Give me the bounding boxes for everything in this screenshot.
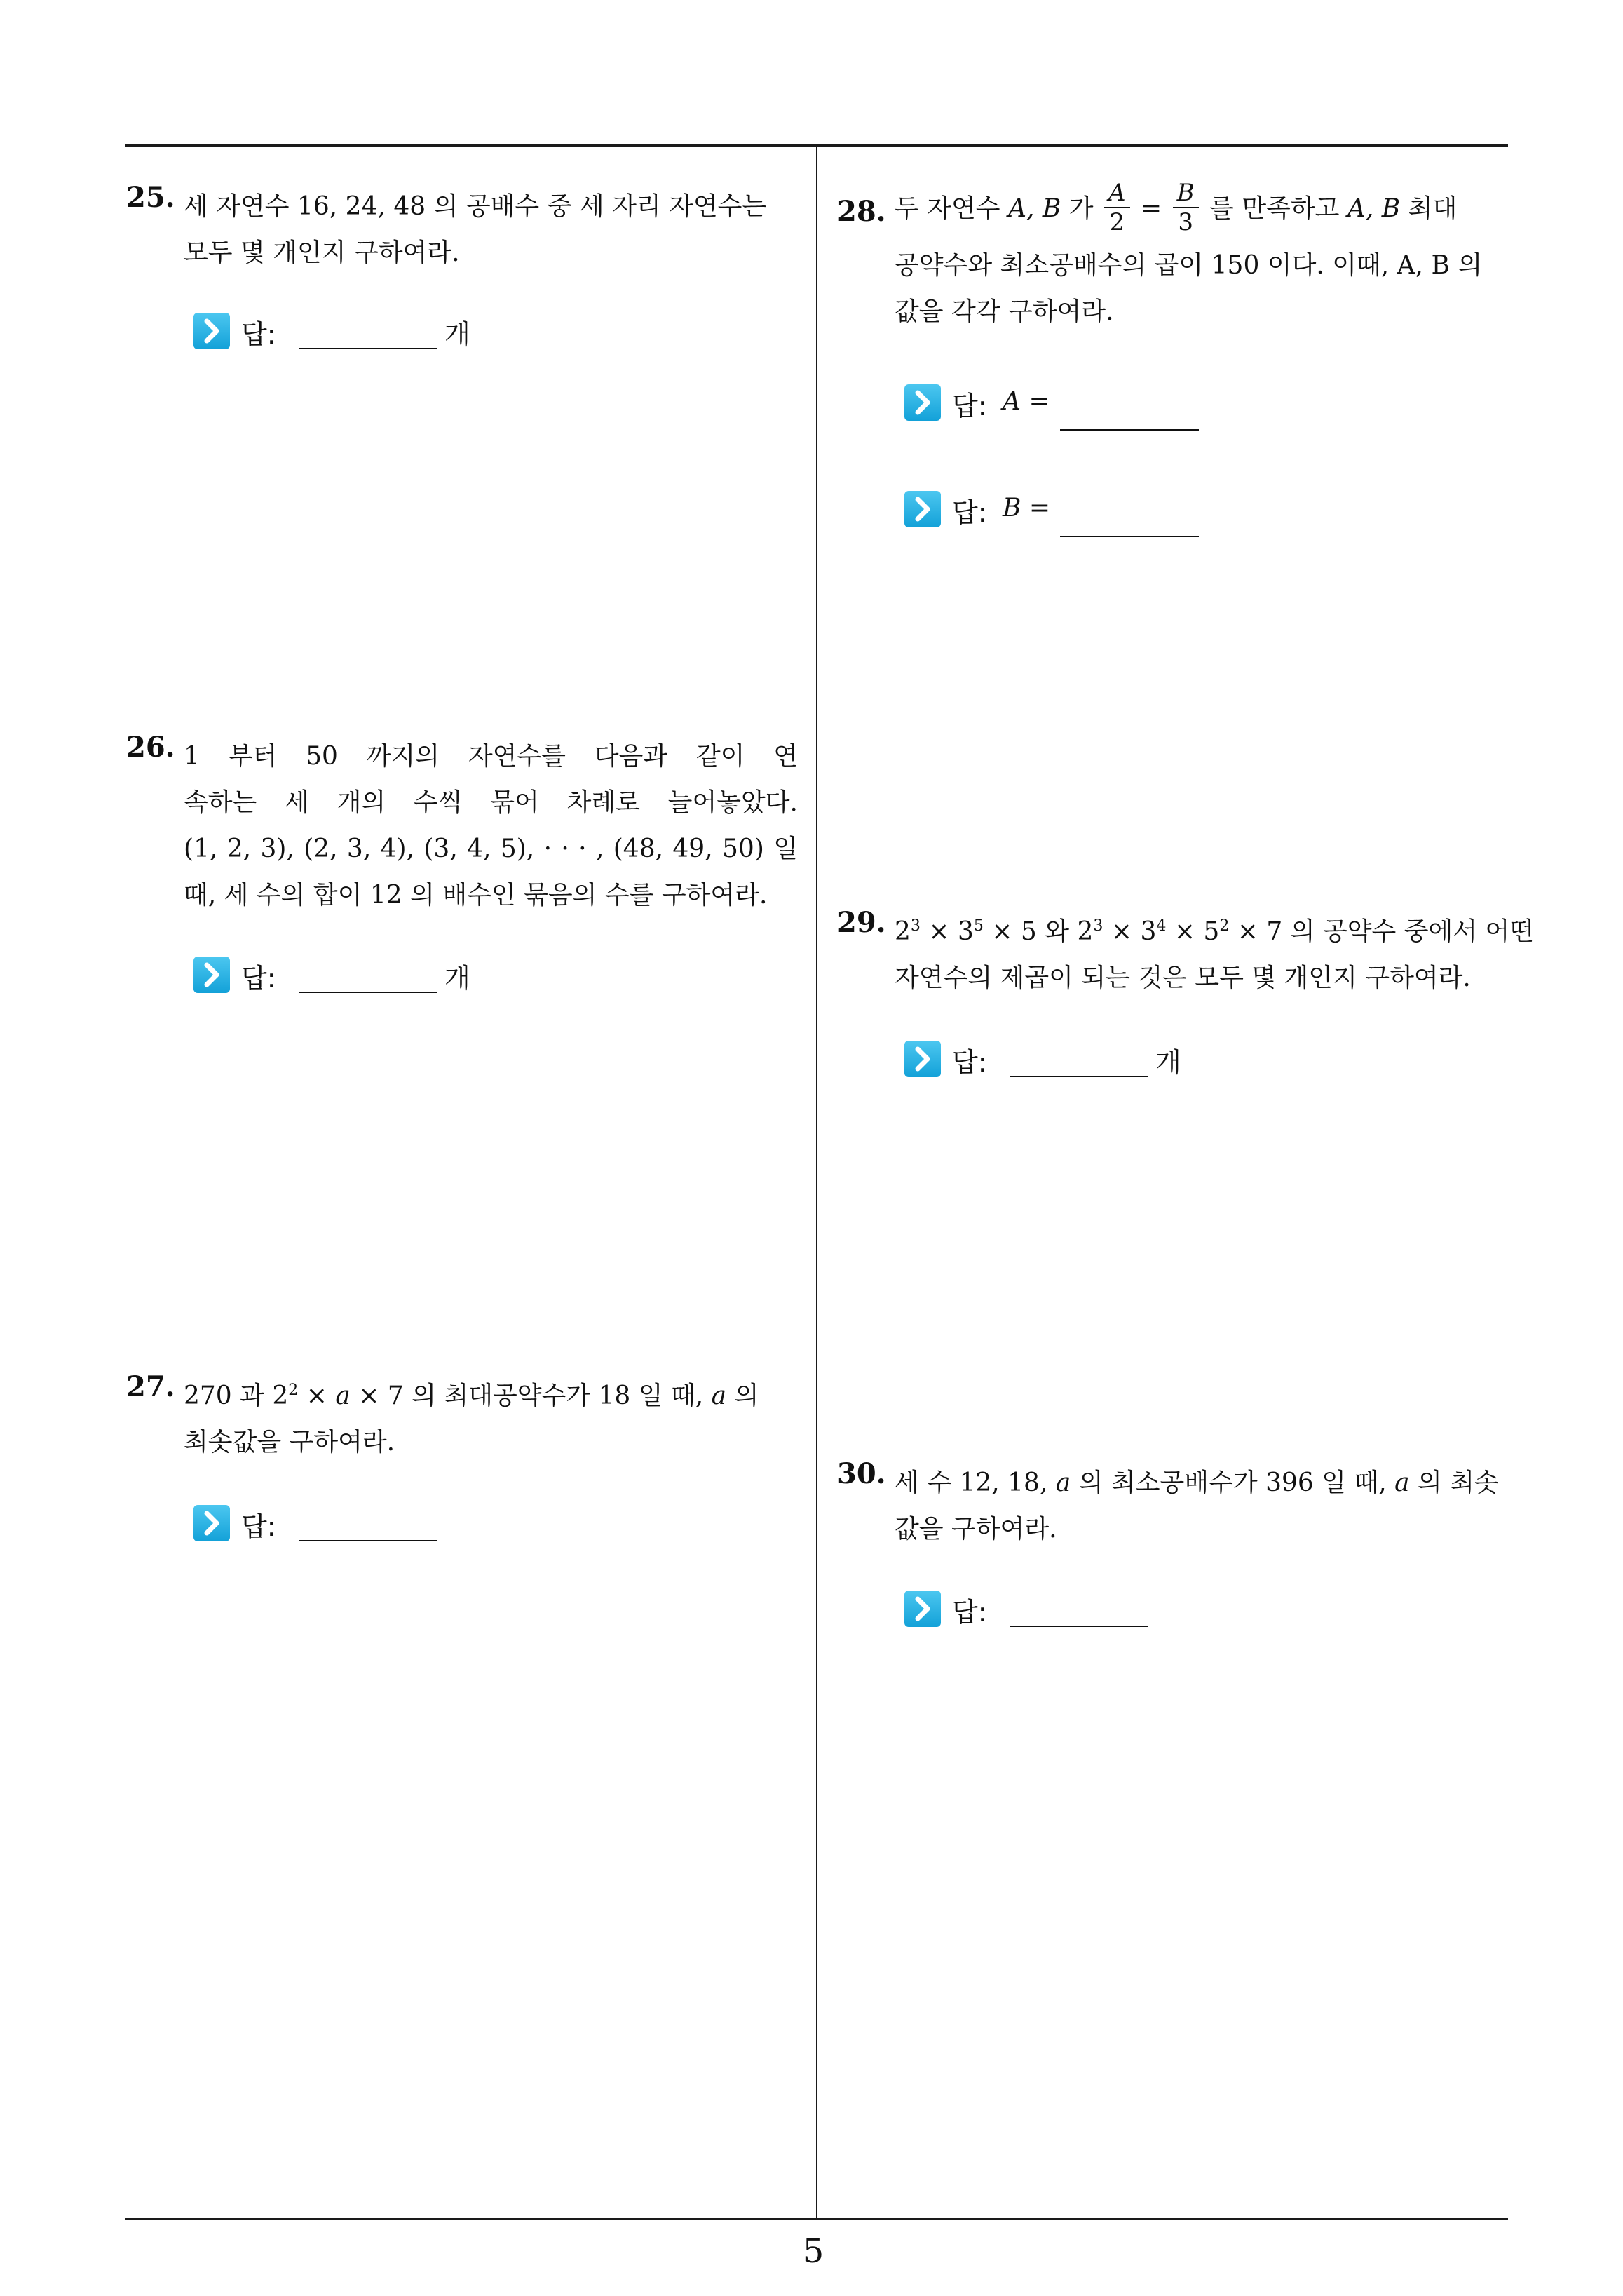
column-divider xyxy=(816,144,817,2219)
answer-label: 답: xyxy=(952,1597,987,1628)
problem-number: 25. xyxy=(126,181,175,214)
problem-text-line: $2^3 \times 3^5 \times 5$ 와 $2^3 \times 3^4 \times 5^2 \times 7$ 의 공약수 중에서 어떤 xyxy=(895,917,1535,946)
answer-label: 답: xyxy=(241,1511,276,1542)
answer-label: 답: xyxy=(952,497,987,528)
answer-label: 답: xyxy=(952,1047,987,1078)
problem-number: 28. xyxy=(837,195,886,228)
problem-text-line: 세 수 12, 18, a 의 최소공배수가 396 일 때, a 의 최솟 xyxy=(895,1468,1499,1497)
problem-text-line: (1, 2, 3), (2, 3, 4), (3, 4, 5), · · · , (48, 49, 50) 일 xyxy=(184,835,798,863)
answer-blank[interactable] xyxy=(299,992,437,993)
answer-arrow-icon xyxy=(904,1591,941,1627)
problem-number: 30. xyxy=(837,1457,886,1490)
answer-label: 답: xyxy=(241,319,276,350)
answer-prefix: B = xyxy=(1003,494,1051,522)
answer-blank[interactable] xyxy=(1010,1076,1148,1077)
problem-text-line: 때, 세 수의 합이 12 의 배수인 묶음의 수를 구하여라. xyxy=(184,881,768,910)
problem-number: 29. xyxy=(837,906,886,939)
problem-text-line: 두 자연수 A, B 가 $\frac{A}{2}$ = $\frac{B}{3}$ 를 만족하고 A, B 최대 xyxy=(895,179,1458,236)
answer-28-b xyxy=(904,488,1213,530)
answer-unit: 개 xyxy=(444,963,470,994)
problem-text-line: 모두 몇 개인지 구하여라. xyxy=(184,238,460,267)
answer-label: 답: xyxy=(952,391,987,421)
answer-29 xyxy=(904,1038,1199,1080)
answer-27 xyxy=(193,1502,488,1544)
page-number: 5 xyxy=(802,2231,824,2271)
answer-blank[interactable] xyxy=(1060,536,1199,537)
answer-arrow-icon xyxy=(193,313,230,349)
problem-text-line: 값을 구하여라. xyxy=(895,1515,1057,1544)
answer-unit: 개 xyxy=(444,319,470,350)
answer-25 xyxy=(193,310,488,352)
answer-26 xyxy=(193,954,488,996)
problem-text-line: 270 과 $2^2 \times a \times 7$ 의 최대공약수가 18 일 때, a 의 xyxy=(184,1382,759,1410)
problem-text-line: 공약수와 최소공배수의 곱이 150 이다. 이때, A, B 의 xyxy=(895,251,1483,280)
fraction-b-over-3: $\frac{B}{3}$ xyxy=(1173,179,1199,236)
problem-text-line: 값을 각각 구하여라. xyxy=(895,297,1114,326)
answer-blank[interactable] xyxy=(299,1540,437,1541)
answer-arrow-icon xyxy=(193,1505,230,1541)
answer-30 xyxy=(904,1588,1199,1630)
bottom-rule xyxy=(125,2218,1508,2220)
answer-arrow-icon xyxy=(904,384,941,421)
problem-text-line: 자연수의 제곱이 되는 것은 모두 몇 개인지 구하여라. xyxy=(895,964,1471,992)
answer-blank[interactable] xyxy=(1010,1626,1148,1627)
problem-text-line: 속하는 세 개의 수씩 묶어 차례로 늘어놓았다. xyxy=(184,788,798,817)
answer-label: 답: xyxy=(241,963,276,994)
answer-arrow-icon xyxy=(193,957,230,993)
problem-number: 27. xyxy=(126,1370,175,1403)
problem-text-line: 1 부터 50 까지의 자연수를 다음과 같이 연 xyxy=(184,742,798,771)
problem-text-line: 최솟값을 구하여라. xyxy=(184,1428,395,1457)
answer-blank[interactable] xyxy=(299,348,437,349)
answer-28-a xyxy=(904,381,1213,424)
answer-arrow-icon xyxy=(904,491,941,527)
answer-unit: 개 xyxy=(1155,1047,1181,1078)
fraction-a-over-2: $\frac{A}{2}$ xyxy=(1104,179,1130,236)
problem-number: 26. xyxy=(126,731,175,764)
answer-blank[interactable] xyxy=(1060,429,1199,431)
problem-text-line: 세 자연수 16, 24, 48 의 공배수 중 세 자리 자연수는 xyxy=(184,192,767,221)
answer-arrow-icon xyxy=(904,1041,941,1077)
answer-prefix: A = xyxy=(1003,387,1050,416)
